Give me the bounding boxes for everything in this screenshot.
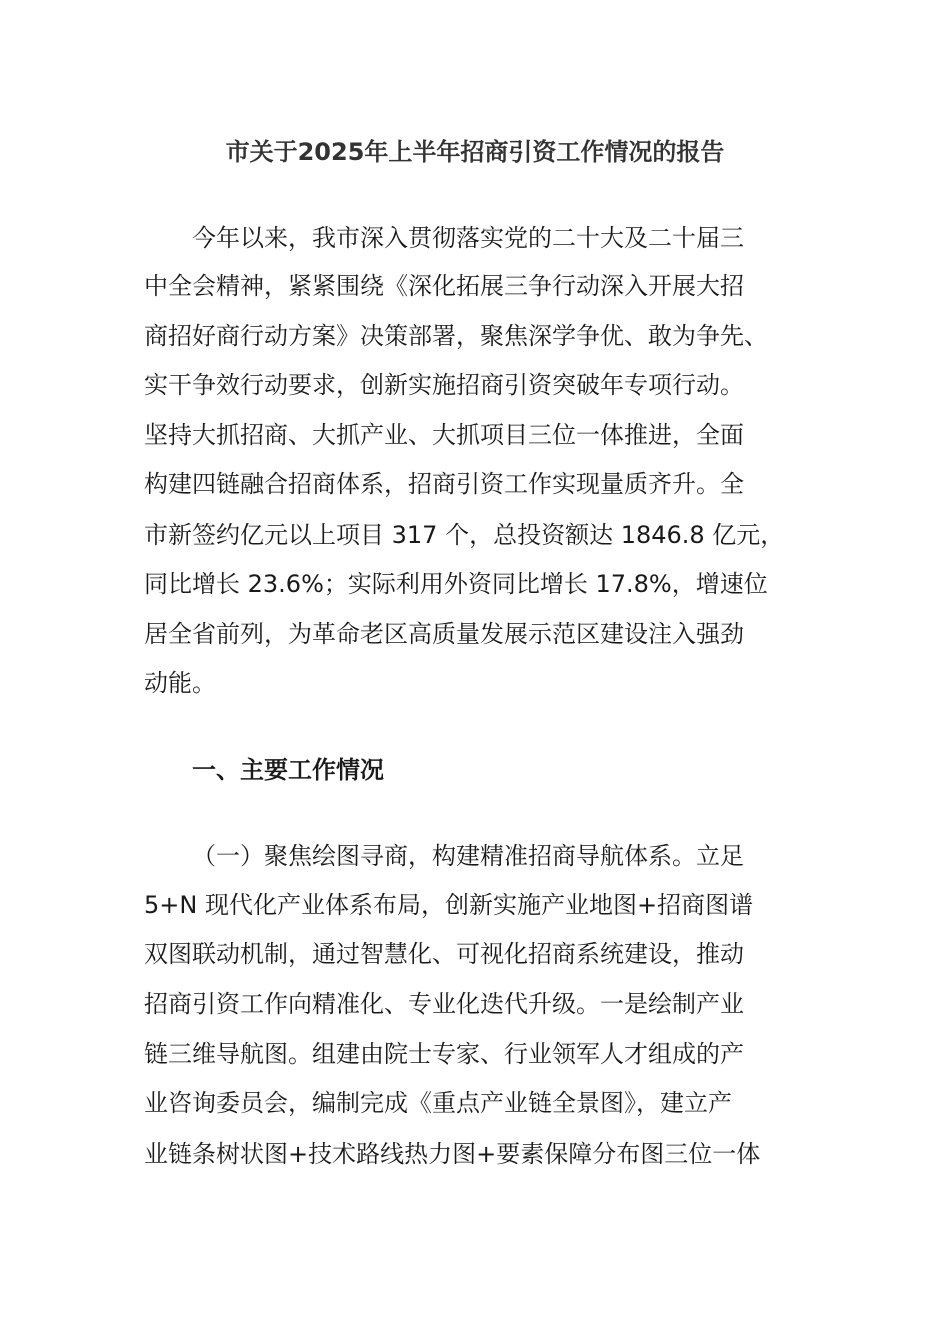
paragraph-1-line-9: 居全省前列，为革命老区高质量发展示范区建设注入强劲 [144, 620, 744, 648]
paragraph-1-line-6: 构建四链融合招商体系，招商引资工作实现量质齐升。全 [144, 470, 744, 498]
paragraph-1-line-10: 动能。 [144, 669, 216, 697]
document-title: 市关于2025年上半年招商引资工作情况的报告 [225, 138, 725, 166]
paragraph-2-line-7: 业链条树状图+技术路线热力图+要素保障分布图三位一体 [144, 1140, 761, 1168]
paragraph-2-line-1: （一）聚焦绘图寻商，构建精准招商导航体系。立足 [192, 842, 744, 870]
paragraph-1-line-3: 商招好商行动方案》决策部署，聚焦深学争优、敢为争先、 [144, 322, 768, 350]
paragraph-2-line-6: 业咨询委员会，编制完成《重点产业链全景图》，建立产 [144, 1089, 732, 1117]
paragraph-2-line-2: 5+N 现代化产业体系布局，创新实施产业地图+招商图谱 [144, 891, 754, 919]
paragraph-2-line-4: 招商引资工作向精准化、专业化迭代升级。一是绘制产业 [144, 990, 744, 1018]
paragraph-1-line-5: 坚持大抓招商、大抓产业、大抓项目三位一体推进，全面 [144, 421, 744, 449]
paragraph-1-line-2: 中全会精神，紧紧围绕《深化拓展三争行动深入开展大招 [144, 272, 744, 300]
paragraph-1-line-4: 实干争效行动要求，创新实施招商引资突破年专项行动。 [144, 371, 744, 399]
paragraph-1-line-7: 市新签约亿元以上项目 317 个，总投资额达 1846.8 亿元， [144, 521, 785, 549]
paragraph-1-line-8: 同比增长 23.6%；实际利用外资同比增长 17.8%，增速位 [144, 570, 768, 598]
paragraph-2-line-3: 双图联动机制，通过智慧化、可视化招商系统建设，推动 [144, 940, 744, 968]
paragraph-1-line-1: 今年以来，我市深入贯彻落实党的二十大及二十届三 [192, 224, 744, 252]
section-1-heading: 一、主要工作情况 [192, 756, 384, 784]
paragraph-2-line-5: 链三维导航图。组建由院士专家、行业领军人才组成的产 [144, 1040, 744, 1068]
